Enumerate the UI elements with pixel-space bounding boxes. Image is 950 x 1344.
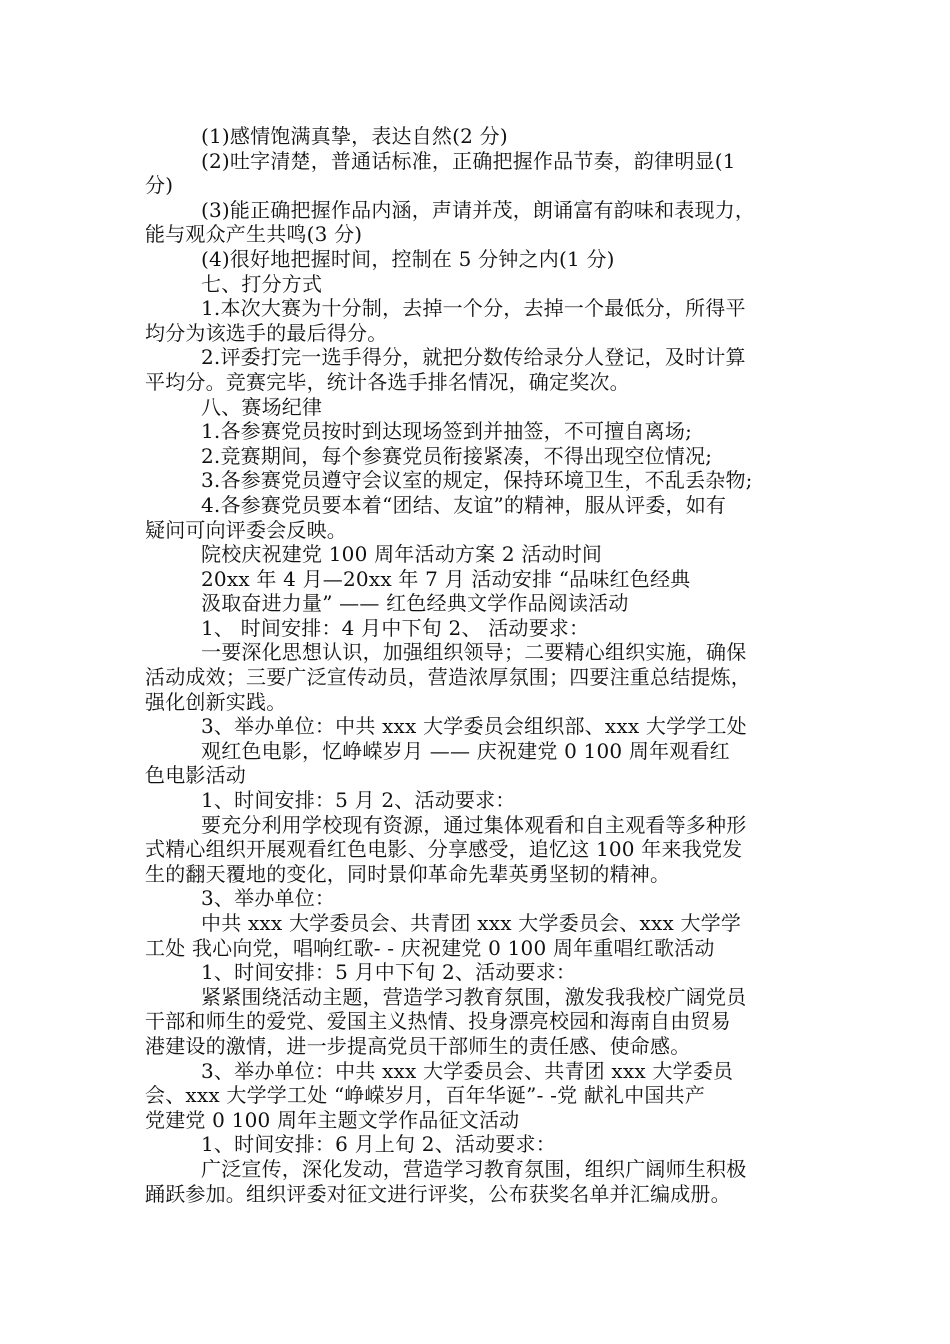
text-line: (3)能正确把握作品内涵，声请并茂，朗诵富有韵味和表现力，: [201, 197, 756, 222]
text-line: 1、时间安排：5 月 2、活动要求：: [201, 788, 516, 813]
text-line: 2.竞赛期间，每个参赛党员衔接紧凑，不得出现空位情况;: [201, 443, 713, 468]
text-line: 均分为该选手的最后得分。: [145, 320, 388, 345]
text-line: 20xx 年 4 月—20xx 年 7 月 活动安排 “品味红色经典: [201, 566, 691, 591]
text-line: 3、举办单位：: [201, 886, 336, 911]
text-line: 3.各参赛党员遵守会议室的规定，保持环境卫生，不乱丢杂物;: [201, 468, 753, 493]
text-line: 要充分利用学校现有资源，通过集体观看和自主观看等多种形: [201, 812, 747, 837]
text-line: 1、时间安排：5 月中下旬 2、活动要求：: [201, 960, 577, 985]
text-line: 3、举办单位：中共 xxx 大学委员会组织部、xxx 大学学工处: [201, 714, 747, 739]
text-line: 色电影活动: [145, 763, 246, 788]
text-line: 汲取奋进力量” —— 红色经典文学作品阅读活动: [201, 591, 629, 616]
text-line: 疑问可向评委会反映。: [145, 517, 347, 542]
text-line: 1.各参赛党员按时到达现场签到并抽签，不可擅自离场;: [201, 419, 693, 444]
text-line: 会、xxx 大学学工处 “峥嵘岁月，百年华诞”- -党 献礼中国共产: [145, 1083, 706, 1108]
text-line: (4)很好地把握时间，控制在 5 分钟之内(1 分): [201, 246, 615, 271]
text-line: 分): [145, 173, 174, 198]
text-line: (1)感情饱满真挚，表达自然(2 分): [201, 124, 508, 148]
text-line: (2)吐字清楚，普通话标准，正确把握作品节奏，韵律明显(1: [201, 148, 736, 173]
text-line: 1、时间安排：6 月上旬 2、活动要求：: [201, 1132, 556, 1157]
text-line: 4.各参赛党员要本着“团结、友谊”的精神，服从评委，如有: [201, 492, 727, 517]
text-line: 八、赛场纪律: [201, 394, 323, 419]
text-line: 广泛宣传，深化发动，营造学习教育氛围，组织广阔师生积极: [201, 1156, 747, 1181]
text-line: 七、打分方式: [201, 271, 323, 296]
text-line: 一要深化思想认识，加强组织领导；二要精心组织实施，确保: [201, 640, 747, 665]
text-line: 院校庆祝建党 100 周年活动方案 2 活动时间: [201, 542, 603, 567]
document-body: [145, 124, 815, 1206]
text-line: 工处 我心向党，唱响红歌- - 庆祝建党 0 100 周年重唱红歌活动: [145, 935, 715, 960]
text-line: 强化创新实践。: [145, 689, 287, 714]
text-line: 观红色电影，忆峥嵘岁月 —— 庆祝建党 0 100 周年观看红: [201, 738, 730, 763]
text-line: 1、 时间安排：4 月中下旬 2、 活动要求：: [201, 615, 590, 640]
text-line: 1.本次大赛为十分制，去掉一个分，去掉一个最低分，所得平: [201, 296, 746, 321]
text-line: 3、举办单位：中共 xxx 大学委员会、共青团 xxx 大学委员: [201, 1058, 734, 1083]
text-line: 活动成效；三要广泛宣传动员，营造浓厚氛围；四要注重总结提炼，: [145, 665, 751, 690]
text-line: 生的翻天覆地的变化，同时景仰革命先辈英勇坚韧的精神。: [145, 861, 671, 886]
text-line: 能与观众产生共鸣(3 分): [145, 222, 363, 247]
text-line: 紧紧围绕活动主题，营造学习教育氛围，激发我我校广阔党员: [201, 984, 747, 1009]
text-line: 干部和师生的爱党、爱国主义热情、投身漂亮校园和海南自由贸易: [145, 1009, 731, 1034]
text-line: 党建党 0 100 周年主题文学作品征文活动: [145, 1107, 520, 1132]
text-line: 平均分。竞赛完毕，统计各选手排名情况，确定奖次。: [145, 369, 630, 394]
text-line: 踊跃参加。组织评委对征文进行评奖，公布获奖名单并汇编成册。: [145, 1181, 731, 1206]
text-line: 2.评委打完一选手得分，就把分数传给录分人登记，及时计算: [201, 345, 746, 370]
text-line: 中共 xxx 大学委员会、共青团 xxx 大学委员会、xxx 大学学: [201, 911, 742, 935]
text-line: 式精心组织开展观看红色电影、分享感受，追忆这 100 年来我党发: [145, 837, 743, 862]
text-line: 港建设的激情，进一步提高党员干部师生的责任感、使命感。: [145, 1033, 691, 1058]
